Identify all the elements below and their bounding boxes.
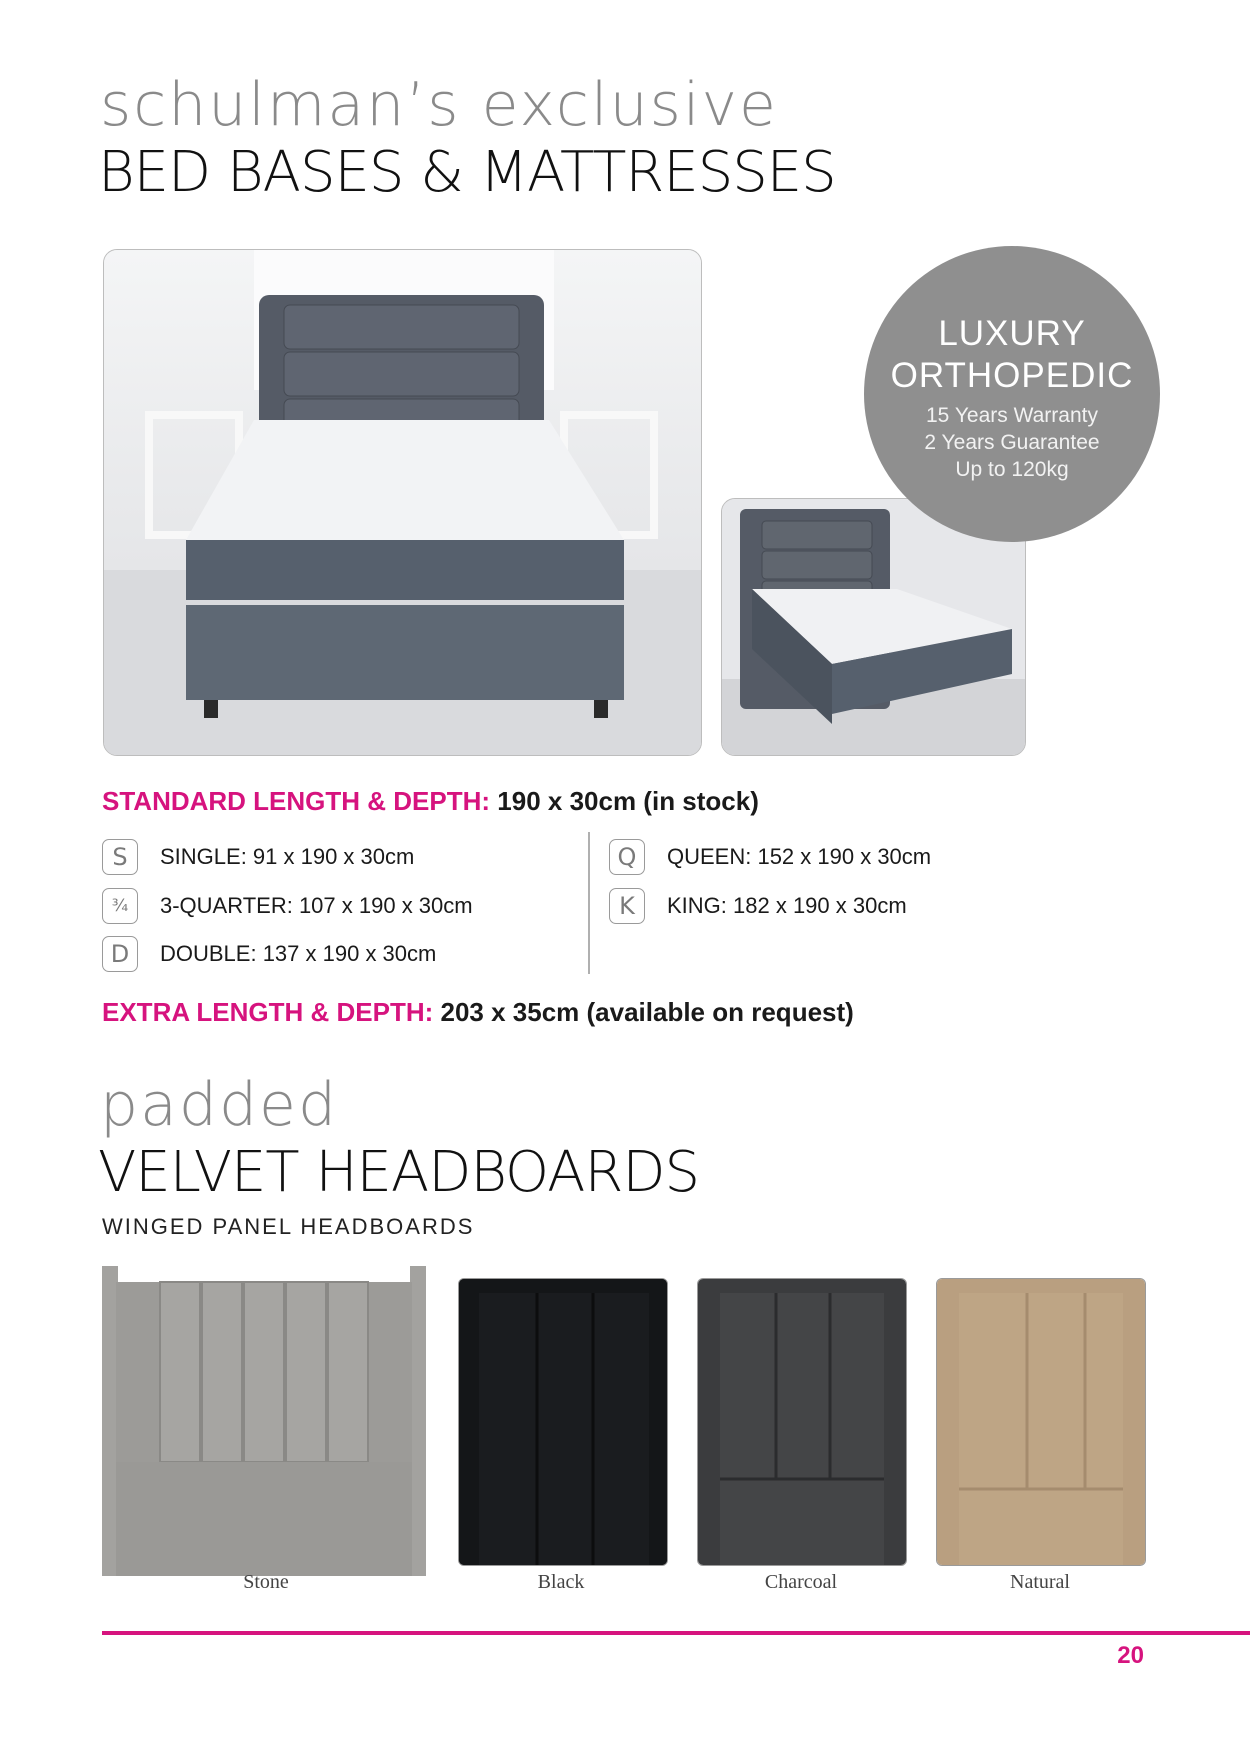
badge-line-orthopedic: ORTHOPEDIC [890, 356, 1134, 395]
standard-length-value: 190 x 30cm (in stock) [497, 786, 759, 816]
footer-rule [102, 1631, 1250, 1635]
size-text-three-quarter: 3-QUARTER: 107 x 190 x 30cm [160, 893, 473, 918]
headboards-title-script: padded [100, 1070, 339, 1140]
size-badge-single: S [102, 839, 138, 875]
size-text-single: SINGLE: 91 x 190 x 30cm [160, 844, 415, 869]
size-text-king: KING: 182 x 190 x 30cm [667, 893, 907, 918]
headboards-subtitle: WINGED PANEL HEADBOARDS [102, 1214, 475, 1239]
badge-line-luxury: LUXURY [938, 314, 1086, 353]
size-row-double [102, 936, 436, 972]
size-text-double: DOUBLE: 137 x 190 x 30cm [160, 941, 437, 966]
size-badge-double: D [102, 936, 138, 972]
badge-warranty: 15 Years Warranty [926, 404, 1098, 427]
extra-length-label: EXTRA LENGTH & DEPTH: [102, 997, 434, 1027]
headboard-natural [936, 1278, 1146, 1566]
headboard-charcoal-illustration [698, 1279, 906, 1565]
section-title-caps: BED BASES & MATTRESSES [98, 140, 836, 205]
badge-capacity: Up to 120kg [955, 458, 1069, 481]
size-badge-king: K [609, 888, 645, 924]
standard-length-label: STANDARD LENGTH & DEPTH: [102, 786, 491, 816]
section-title-script: schulman’s exclusive [100, 70, 778, 140]
bed-illustration-main [104, 250, 701, 755]
size-text-queen: QUEEN: 152 x 190 x 30cm [667, 844, 932, 869]
headboard-natural-illustration [937, 1279, 1145, 1565]
size-row-single [102, 839, 414, 875]
headboard-black [458, 1278, 668, 1566]
size-row-queen [609, 839, 931, 875]
size-column-divider [588, 832, 590, 974]
bed-photo-main [103, 249, 702, 756]
headboard-stone-illustration [102, 1266, 426, 1576]
luxury-orthopedic-badge [864, 246, 1160, 542]
size-badge-queen: Q [609, 839, 645, 875]
headboard-stone [102, 1266, 426, 1576]
size-badge-three-quarter: ¾ [102, 888, 138, 924]
badge-guarantee: 2 Years Guarantee [924, 431, 1100, 454]
headboard-label-black: Black [537, 1571, 585, 1593]
size-row-king [609, 888, 907, 924]
headboard-label-natural: Natural [1010, 1571, 1070, 1593]
extra-length-value: 203 x 35cm (available on request) [440, 997, 854, 1027]
headboards-title-caps: VELVET HEADBOARDS [98, 1140, 700, 1205]
headboard-black-illustration [459, 1279, 667, 1565]
headboard-label-charcoal: Charcoal [764, 1571, 838, 1593]
standard-length-line [102, 786, 759, 817]
headboard-label-stone: Stone [243, 1571, 289, 1593]
size-row-three-quarter [102, 888, 473, 924]
page-number: 20 [1117, 1642, 1144, 1669]
headboard-charcoal [697, 1278, 907, 1566]
extra-length-line [102, 997, 854, 1028]
